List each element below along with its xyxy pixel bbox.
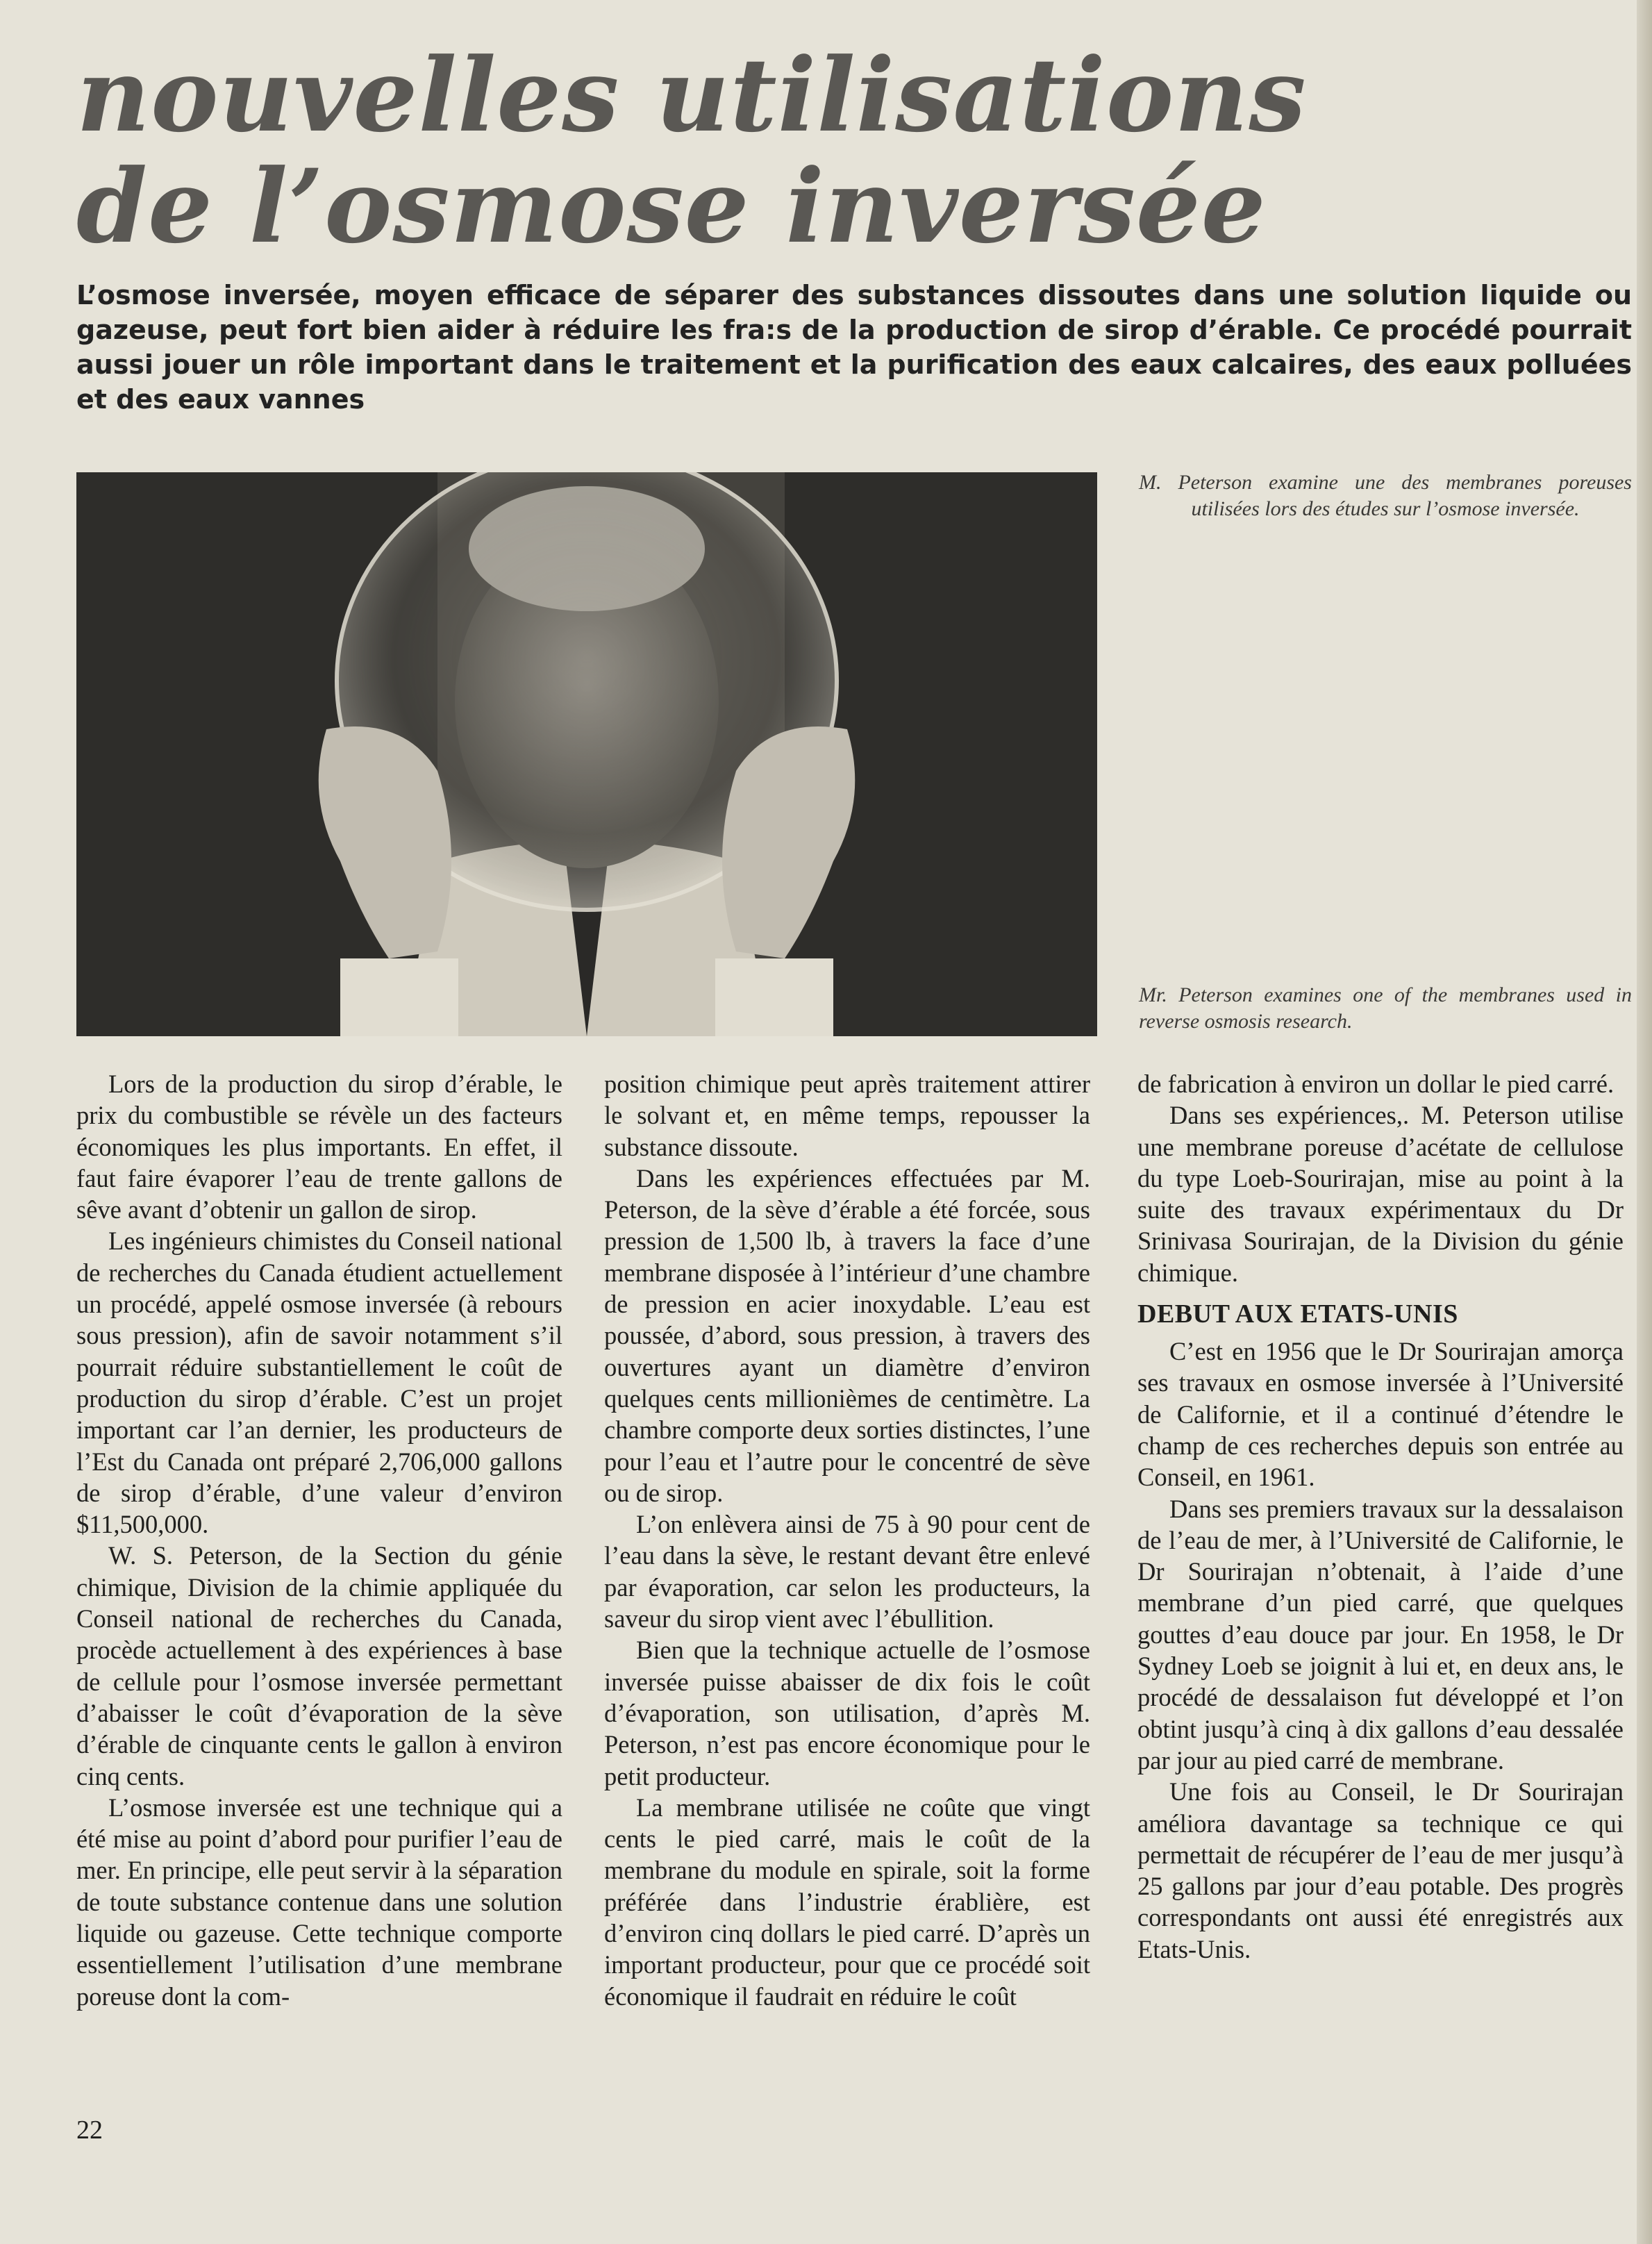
paragraph: La membrane utilisée ne coûte que vingt cents le pied carré, mais le coût de la membrane du module en spirale, soit la forme préférée dans l’industrie érablière, est d’environ cinq dollars le pied carré. D’après un important producteur, pour que ce procédé soit économique il faudrait en réduire le coût <box>604 1793 1090 2011</box>
text-column-1 <box>76 1068 562 2012</box>
text-column-2 <box>604 1068 1090 2012</box>
paragraph: Dans ses premiers travaux sur la dessalaison de l’eau de mer, à l’Université de Californie, le Dr Sourirajan n’obtenait, à l’aide d’une membrane d’un pied carré, que quelques gouttes d’eau douce par jour. En 1958, le Dr Sydney Loeb se joignit à lui et, en deux ans, le procédé de dessalaison fut développé et l’on obtint jusqu’à cinq à dix gallons d’eau dessalée par jour au pied carré de membrane. <box>1137 1494 1624 1775</box>
paragraph: Lors de la production du sirop d’érable, le prix du combustible se révèle un des facteurs économiques les plus importants. En effet, il faut faire évaporer l’eau de trente gallons de sêve avant d’obtenir un gallon de sirop. <box>76 1070 562 1224</box>
page-number: 22 <box>76 2116 103 2145</box>
paragraph: Dans ses expériences,. M. Peterson utilise une membrane poreuse d’acétate de cellulose du type Loeb-Sourirajan, mise au point à la suite des travaux expérimentaux du Dr Srinivasa Sourirajan, de la Division du génie chimique. <box>1137 1101 1624 1287</box>
paragraph: position chimique peut après traitement attirer le solvant et, en même temps, repousser la substance dissoute. <box>604 1070 1090 1161</box>
photo-caption-french: M. Peterson examine une des membranes poreuses utilisées lors des études sur l’osmose inversée. <box>1139 471 1632 520</box>
paragraph: de fabrication à environ un dollar le pied carré. <box>1137 1070 1615 1098</box>
paragraph: Une fois au Conseil, le Dr Sourirajan améliora davantage sa technique ce qui permettait de récupérer de l’eau de mer jusqu’à 25 gallons par jour d’eau potable. Des progrès correspondants ont aussi été enregistrés aux Etats-Unis. <box>1137 1777 1624 1963</box>
title-line-1: nouvelles utilisations <box>76 36 1307 155</box>
paragraph: C’est en 1956 que le Dr Sourirajan amorça ses travaux en osmose inversée à l’Université de Californie, et il a continué d’étendre le champ de ces recherches depuis son entrée au Conseil, en 1961. <box>1137 1337 1624 1492</box>
paragraph: Les ingénieurs chimistes du Conseil national de recherches du Canada étudient actuellement un procédé, appelé osmose inversée (à rebours sous pression), afin de savoir notamment s’il pourrait réduire substantiellement le coût de production du sirop d’érable. C’est un projet important car l’an dernier, les producteurs de l’Est du Canada ont préparé 2,706,000 gallons de sirop d’érable, d’une valeur d’environ $11,500,000. <box>76 1227 562 1539</box>
text-column-3 <box>1137 1068 1624 1965</box>
paragraph: Bien que la technique actuelle de l’osmose inversée puisse abaisser de dix fois le coût d’évaporation, son utilisation, d’après M. Peterson, n’est pas encore économique pour le petit producteur. <box>604 1636 1090 1790</box>
paragraph: Dans les expériences effectuées par M. Peterson, de la sève d’érable a été forcée, sous pression de 1,500 lb, à travers la face d’une membrane disposée à l’intérieur d’une chambre de pression en acier inoxydable. L’eau est poussée, d’abord, sous pression, à travers des ouvertures ayant un diamètre d’environ quelques cents millionièmes de centimètre. La chambre comporte deux sorties distinctes, l’une pour l’eau et l’autre pour le concentré de sève ou de sirop. <box>604 1163 1090 1507</box>
paragraph: L’on enlèvera ainsi de 75 à 90 pour cent de l’eau dans la sève, le restant devant être enlevé par évaporation, car selon les producteurs, la saveur du sirop vient avec l’ébullition. <box>604 1510 1090 1634</box>
title-line-2: de l’osmose inversée <box>76 147 1267 266</box>
photo-illustration <box>76 472 1097 1036</box>
article-title <box>76 36 1465 266</box>
photo-peterson-membrane <box>76 472 1097 1036</box>
lead-paragraph: L’osmose inversée, moyen efficace de séparer des substances dissoutes dans une solution liquide ou gazeuse, peut fort bien aider à réduire les fra:s de la production de sirop d’érable. Ce procédé pourrait aussi jouer un rôle important dans le traitement et la purification des eaux calcaires, des eaux polluées et des eaux vannes <box>76 280 1632 415</box>
paragraph: W. S. Peterson, de la Section du génie chimique, Division de la chimie appliquée du Conseil national de recherches du Canada, procède actuellement à des expériences à base de cellule pour l’osmose inversée permettant d’abaisser le coût d’évaporation de la sève d’érable de cinquante cents le gallon à environ cinq cents. <box>76 1541 562 1790</box>
section-heading: DEBUT AUX ETATS-UNIS <box>1137 1299 1458 1329</box>
paragraph: L’osmose inversée est une technique qui a été mise au point d’abord pour purifier l’eau de mer. En principe, elle peut servir à la séparation de toute substance contenue dans une solution liquide ou gazeuse. Cette technique comporte essentiellement l’utilisation d’une membrane poreuse dont la com- <box>76 1793 562 2011</box>
photo-caption-english: Mr. Peterson examines one of the membranes used in reverse osmosis research. <box>1139 983 1632 1033</box>
page-edge-shadow <box>1637 0 1652 2244</box>
